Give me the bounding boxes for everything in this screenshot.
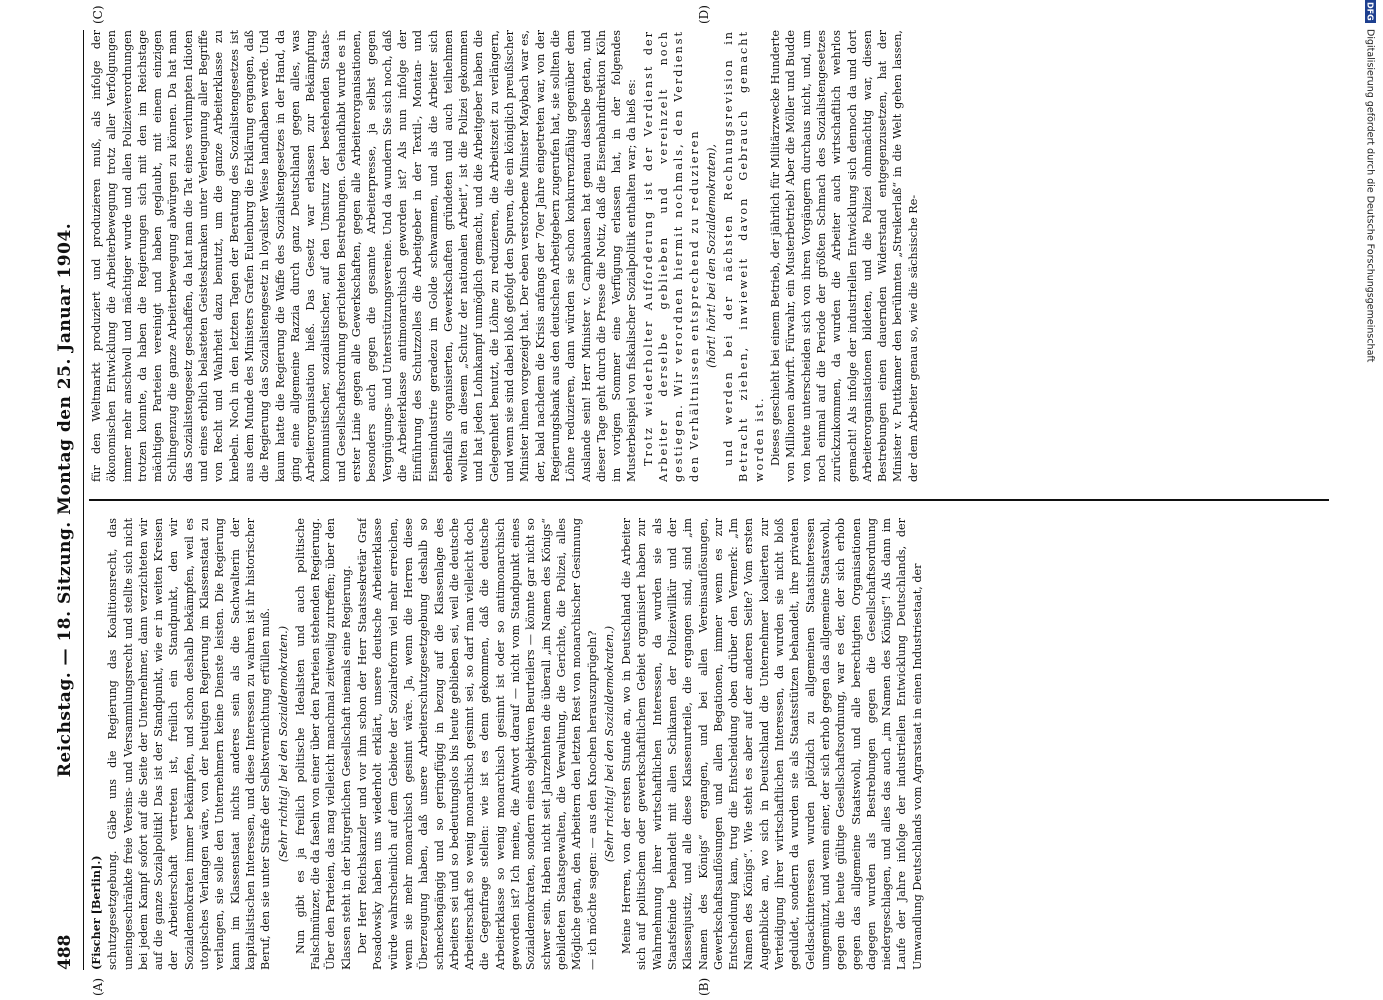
left-paragraph-3: Der Herr Reichskanzler und vor ihm schon der Herr Staatssekretär Graf Posadowsky haben uns wiederholt erklärt, unsere deutsche Arbeiterklasse würde wahrscheinlich auf dem Gebiete der Sozialreform viel mehr erreichen, wenn sie mehr monarchisch gesinnt wäre. Ja, wenn die Herren diese Überzeugung haben, daß unsere Arbeiterschutzgesetzgebung deshalb so schneckengängig und so geringfügig in bezug auf die Klassenlage des Arbeiters sei und so bedeutungslos bis heute geblieben sei, weil die deutsche Arbeiterschaft so wenig monarchisch gesinnt sei, so darf man vielleicht doch die Gegenfrage stellen: wie ist es denn gekommen, daß die deutsche Arbeiterklasse so wenig monarchisch gesinnt ist oder so antimonarchisch geworden ist? Ich meine, die Antwort darauf — nicht vom Standpunkt eines Sozialdemokraten, sondern eines objektiven Beurteilers — könnte gar nicht so schwer sein. Haben nicht seit Jahrzehnten die überall „im Namen des Königs“ gebildeten Staatsgewalten, die Verwaltung, die Gerichte, die Polizei, alles Mögliche getan, den Arbeitern den letzten Rest von monarchischer Gesinnung — ich möchte sagen: — aus den Knochen herauszuprügeln? <box>355 518 598 970</box>
digitization-credit <box>1363 0 1377 1000</box>
right-column <box>89 30 1329 482</box>
page-number: 488 <box>54 934 75 970</box>
column-divider <box>89 500 1329 502</box>
margin-marker-c: (C) <box>90 5 105 24</box>
page-header <box>47 30 84 970</box>
right-paragraph-3: Dieses geschieht bei einem Betrieb, der jährlich für Militärzwecke Hunderte von Millionen abwirft. Fürwahr, ein Musterbetrieb! Aber die Möller und Budde von heute unterscheiden sich von ihren Vorgängern durchaus nicht, und, um noch einmal auf die Periode der größten Schmach des Sozialistengesetzes zurückzukommen, da wurden die Arbeiter auch wirtschaftlich wehrlos gemacht! Als infolge der industriellen Entwicklung sich dennoch da und dort Arbeiterorganisationen bildeten, und die Polizei ohnmächtig war, diesen Bestrebungen einen dauernden Widerstand entgegenzusetzen, hat der Minister v. Puttkamer den berühmten „Streikerlaß“ in die Welt gehen lassen, der dem Arbeiter genau so, wie die sächsische Re- <box>768 30 920 482</box>
left-interjection-1: (Sehr richtig! bei den Sozialdemokraten.) <box>276 625 290 863</box>
running-title: Reichstag. — 18. Sitzung. Montag den 25. Januar 1904. <box>54 222 75 778</box>
right-paragraph-2: und werden bei der nächsten Rechnungsrevision in Betracht ziehen, inwieweit davon Gebrauch gemacht worden ist. <box>721 30 766 482</box>
right-paragraph-1: für den Weltmarkt produziert und produzieren muß, als infolge der ökonomischen Entwicklung die Arbeiterbewegung trotz aller Verfolgungen immer mehr anschwoll und mächtiger wurde und allen Polizeiverordnungen trotzen konnte, da haben die Regierungen sich mit den im Reichstage mächtigen Parteien vereinigt und haben geglaubt, mit einem einzigen Schlingenzug die ganze Arbeiterbewegung abwürgen zu können. Da hat man das Sozialistengesetz geschaffen, da hat man die Tat eines verlumpten Idioten und eines erblich belasteten Geisteskranken unter Verleugnung aller Begriffe von Recht und Wahrheit dazu benutzt, um die ganze Arbeiterklasse zu knebeln. Noch in den letzten Tagen der Beratung des Sozialistengesetzes ist aus dem Munde des Ministers Grafen Eulenburg die Erklärung ergangen, daß die Regierung das Sozialistengesetz in loyalster Weise handhaben werde. Und kaum hatte die Regierung die Waffe des Sozialistengesetzes in der Hand, da ging eine allgemeine Razzia durch ganz Deutschland gegen alles, was Arbeiterorganisation hieß. Das Gesetz war erlassen zur Bekämpfung kommunistischer, sozialistischer, auf den Umsturz der bestehenden Staats- und Gesellschaftsordnung gerichteten Bestrebungen. Gehandhabt wurde es in erster Linie gegen alle Gewerkschaften, gegen alle Arbeiterorganisationen, besonders auch gegen die gesamte Arbeiterpresse, ja selbst gegen Vergnügungs- und Unterstützungsvereine. Und da wundern Sie sich noch, daß die Arbeiterklasse antimonarchisch geworden ist? Als nun infolge der Einführung des Schutzzolles die Arbeitgeber in der Textil-, Montan- und Eisenindustrie geradezu im Golde schwammen, und als die Arbeiter sich ebenfalls organisierten, Gewerkschaften gründeten und auch teilnehmen wollten an diesem „Schutz der nationalen Arbeit“, ist die Polizei gekommen und hat jeden Lohnkampf unmöglich gemacht, und die Arbeitgeber haben die Gelegenheit benutzt, die Löhne zu reduzieren, die Arbeitszeit zu verlängern, und wenn sie sind dabei bloß gefolgt den Spuren, die ein königlich preußischer Minister ihnen vorgezeigt hat. Der eben verstorbene Minister Maybach war es, der, bald nachdem die Krisis anfangs der 70er Jahre eingetreten war, von der Regierungsbank aus den deutschen Arbeitgebern zugerufen hat, sie sollten die Löhne reduzieren, dann würden sie schon konkurrenzfähig gegenüber dem Auslande sein! Herr Minister v. Camphausen hat genau dasselbe getan, und dieser Tage geht durch die Presse die Notiz, daß die Eisenbahndirektion Köln im vorigen Sommer eine Verfügung erlassen hat, in der folgendes Musterbeispiel von fiskalischer Sozialpolitik enthalten war; da hieß es: <box>89 30 638 482</box>
credit-text: Digitalisierung gefördert durch die Deutsche Forschungsgemeinschaft <box>1364 28 1376 362</box>
margin-marker-d: (D) <box>696 5 711 24</box>
document-page <box>47 5 1337 996</box>
right-interjection-1: (hört! hört! bei den Sozialdemokraten), <box>704 144 718 368</box>
dfg-logo: DFG <box>1365 2 1375 21</box>
right-quote: Trotz wiederholter Aufforderung ist der Verdienst der Arbeiter derselbe geblieben und vereinzelt noch gestiegen. Wir verordnen hiermit nochmals, den Verdienst den Verhältnissen entsprechend zu reduzieren <box>641 30 701 482</box>
left-paragraph-1: schutzgesetzgebung. Gäbe uns die Regierung das Koalitionsrecht, das uneingeschränkte freie Vereins- und Versammlungsrecht und stellte sich nicht bei jedem Kampf sofort auf die Seite der Unternehmer, dann verzichteten wir auf die ganze Sozialpolitik! Das ist der Standpunkt, wie er in weiten Kreisen der Arbeiterschaft vertreten ist, freilich ein Standpunkt, den wir Sozialdemokraten immer bekämpfen, und schon deshalb bekämpfen, weil es utopisches Verlangen wäre, von der heutigen Regierung im Klassenstaat zu verlangen, sie solle den Unternehmern keine Dienste leisten. Die Regierung kann im Klassenstaat nichts anderes sein als die Sachwalterin der kapitalistischen Interessen, und diese Interessen zu wahren ist ihr historischer Beruf, den sie unter Strafe der Selbstvernichtung erfüllen muß. <box>105 518 272 970</box>
margin-marker-a: (A) <box>90 977 105 996</box>
speaker-line: (Fischer [Berlin].) <box>88 855 103 970</box>
left-interjection-2: (Sehr richtig! bei den Sozialdemokraten.) <box>602 625 616 863</box>
left-paragraph-2: Nun gibt es ja freilich politische Idealisten und auch politische Falschmünzer, die da faseln von einer über den Parteien stehenden Regierung. Über den Parteien, das mag vielleicht manchmal zeitweilig zutreffen; über den Klassen steht in der bürgerlichen Gesellschaft niemals eine Regierung. <box>293 518 353 970</box>
left-column <box>89 518 1329 970</box>
margin-marker-b: (B) <box>696 977 711 996</box>
left-paragraph-4: Meine Herren, von der ersten Stunde an, wo in Deutschland die Arbeiter sich auf politischem oder gewerkschaftlichem Gebiet organisiert haben zur Wahrnehmung ihrer wirtschaftlichen Interessen, da wurden sie als Staatsfeinde behandelt mit allen Schikanen der Polizeiwillkür und der Klassenjustiz, und alle diese Klassenurteile, die ergangen sind, sind „im Namen des Königs“ ergangen, und bei allen Vereinsauflösungen, Gewerkschaftsauflösungen und allen Begationen, immer wenn es zur Entscheidung kam, trug die Entscheidung oben drüber den Vermerk: „Im Namen des Königs“. Wie steht es aber auf der anderen Seite? Vom ersten Augenblicke an, wo sich in Deutschland die Unternehmer koalierten zur Verteidigung ihrer wirtschaftlichen Interessen, da wurden sie nicht bloß geduldet, sondern da wurden sie als Staatsstützen behandelt, ihre privaten Geldsackinteressen wurden plötzlich zu allgemeinen Staatsinteressen umgemünzt, und wenn einer, der sich erhob gegen das allgemeine Staatswohl, gegen die heute gültige Gesellschaftsordnung, war es der, der sich erhob gegen das allgemeine Staatswohl, und alle berechtigten Organisationen dagegen wurden als Bestrebungen gegen die Gesellschaftsordnung niedergeschlagen, und alles das auch „im Namen des Königs“! Als dann im Laufe der Jahre infolge der industriellen Entwicklung Deutschlands, der Umwandlung Deutschlands vom Agrarstaat in einen Industriestaat, der <box>619 518 924 970</box>
